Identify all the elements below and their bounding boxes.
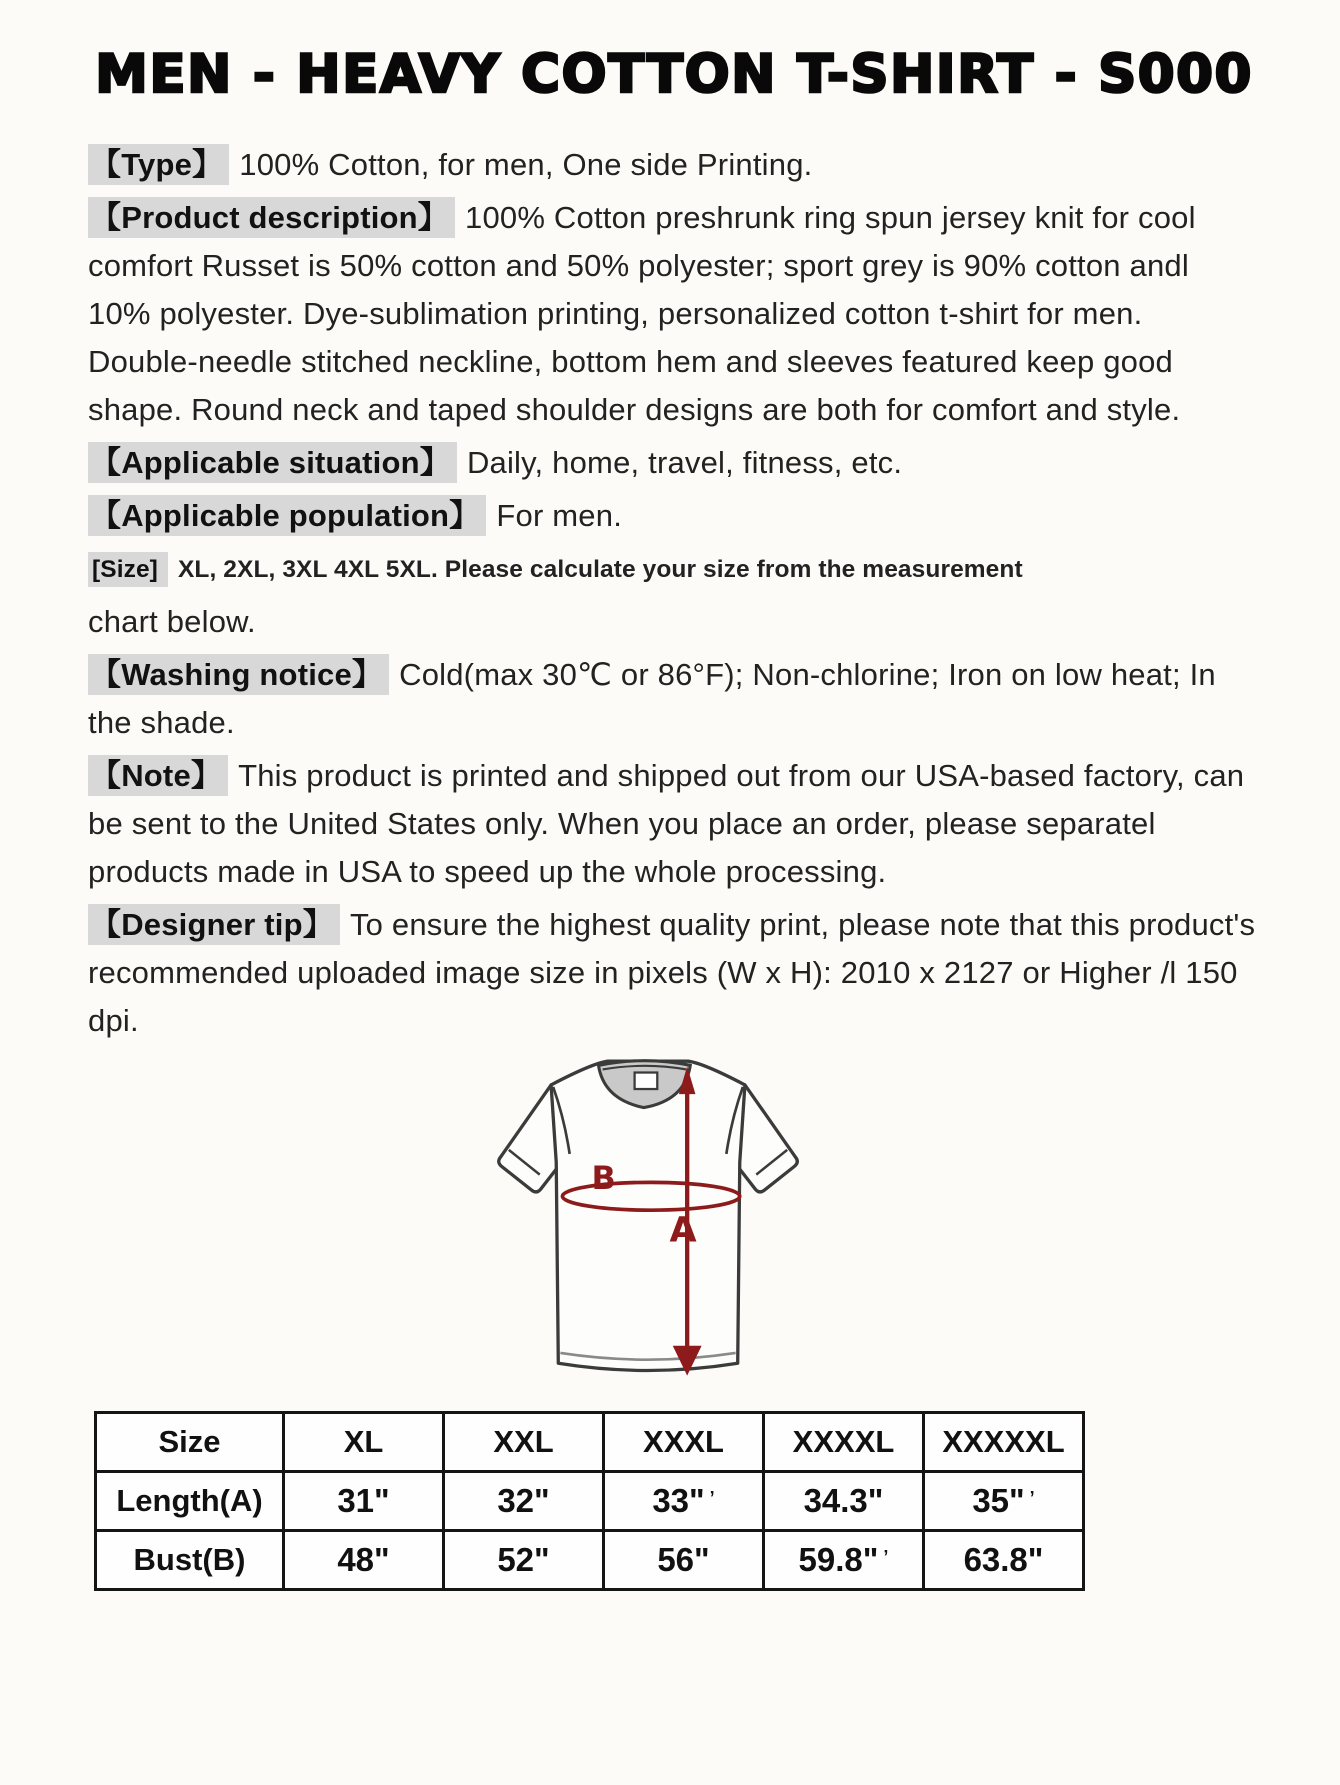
- size-chart-cell: 32": [444, 1472, 604, 1531]
- page-title: MEN - HEAVY COTTON T-SHIRT - S000: [95, 44, 1253, 105]
- size-chart-row-length-a-: [96, 1472, 1084, 1531]
- size-diagram: [493, 1055, 803, 1387]
- row-label: Length(A): [96, 1472, 284, 1531]
- section-label-washing-notice: 【Washing notice】: [88, 654, 389, 695]
- section-washing-notice: [88, 651, 1260, 747]
- bust-label-b: B: [591, 1159, 616, 1198]
- section-text-note: This product is printed and shipped out from our USA-based factory, can be sent to the United States only. When you place an order, please separatel products made in USA to speed up the whole processing.: [88, 758, 1245, 889]
- size-chart-header-xl: XL: [284, 1413, 444, 1472]
- section-size: [88, 550, 1260, 590]
- section-text-product-description: 100% Cotton preshrunk ring spun jersey knit for cool comfort Russet is 50% cotton and 50% polyester; sport grey is 90% cotton andl 10% polyester. Dye-sublimation printing, personalized cotton t-shirt for men. Double-needle stitched neckline, bottom hem and sleeves featured keep good shape. Round neck and taped shoulder designs are both for comfort and style.: [88, 200, 1196, 427]
- size-chart-header-xxxxxl: XXXXXL: [924, 1413, 1084, 1472]
- stray-tick-mark: ’: [1024, 1488, 1035, 1508]
- size-chart-header-size: Size: [96, 1413, 284, 1472]
- size-chart-cell: 52": [444, 1531, 604, 1590]
- section-applicable-population: [88, 492, 1260, 540]
- stray-tick-mark: ’: [704, 1488, 715, 1508]
- section-label-size: [Size]: [88, 552, 168, 587]
- section-label-applicable-population: 【Applicable population】: [88, 495, 486, 536]
- section-label-note: 【Note】: [88, 755, 228, 796]
- size-chart-header-xxl: XXL: [444, 1413, 604, 1472]
- size-chart-header-xxxl: XXXL: [604, 1413, 764, 1472]
- size-chart-cell: 34.3": [764, 1472, 924, 1531]
- length-label-a: A: [669, 1209, 697, 1251]
- size-chart-cell: 59.8" ’: [764, 1531, 924, 1590]
- section-text-size: XL, 2XL, 3XL 4XL 5XL. Please calculate your size from the measurement: [177, 556, 1023, 583]
- tshirt-measurement-diagram: [493, 1055, 803, 1387]
- size-chart-header-row: [96, 1413, 1084, 1472]
- section-label-applicable-situation: 【Applicable situation】: [88, 442, 457, 483]
- row-label: Bust(B): [96, 1531, 284, 1590]
- section-text-type: 100% Cotton, for men, One side Printing.: [239, 147, 813, 182]
- section-text-applicable-population: For men.: [496, 498, 623, 533]
- size-chart-cell: 35" ’: [924, 1472, 1084, 1531]
- size-chart-cell: 31": [284, 1472, 444, 1531]
- section-type: [88, 141, 1260, 189]
- size-chart-cell: 56": [604, 1531, 764, 1590]
- section-continuation-size: chart below.: [88, 604, 256, 639]
- sections: [88, 141, 1260, 1045]
- section-label-product-description: 【Product description】: [88, 197, 455, 238]
- section-text-washing-notice: Cold(max 30℃ or 86°F); Non-chlorine; Iron on low heat; In the shade.: [88, 657, 1216, 740]
- section-applicable-situation: [88, 439, 1260, 487]
- size-chart-cell: 48": [284, 1531, 444, 1590]
- size-chart-cell: 33" ’: [604, 1472, 764, 1531]
- stray-tick-mark: ’: [878, 1547, 889, 1567]
- size-chart-header-xxxxl: XXXXL: [764, 1413, 924, 1472]
- section-label-designer-tip: 【Designer tip】: [88, 904, 340, 945]
- collar-tag: [635, 1073, 658, 1089]
- section-text-applicable-situation: Daily, home, travel, fitness, etc.: [466, 445, 903, 480]
- section-designer-tip: [88, 901, 1260, 1045]
- size-chart-table: [94, 1411, 1085, 1591]
- section-note: [88, 752, 1260, 896]
- size-chart-cell: 63.8": [924, 1531, 1084, 1590]
- section-label-type: 【Type】: [88, 144, 229, 185]
- section-product-description: [88, 194, 1260, 434]
- section-text-designer-tip: To ensure the highest quality print, please note that this product's recommended uploaded image size in pixels (W x H): 2010 x 2127 or Higher /l 150 dpi.: [88, 907, 1256, 1038]
- size-chart-row-bust-b-: [96, 1531, 1084, 1590]
